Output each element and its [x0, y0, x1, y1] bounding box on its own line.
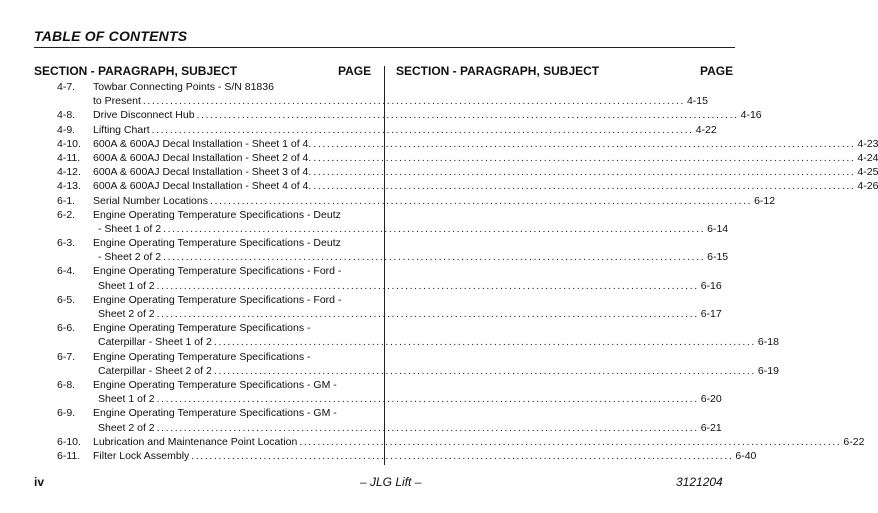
- toc-text: Engine Operating Temperature Specifications - Ford -: [93, 293, 342, 306]
- toc-line: [35, 108, 762, 122]
- toc-text: - Sheet 1 of 2: [98, 222, 162, 235]
- left-header-page: PAGE: [338, 64, 372, 78]
- toc-line: [35, 94, 708, 108]
- toc-text: Filter Lock Assembly: [93, 449, 190, 462]
- toc-text: 600A & 600AJ Decal Installation - Sheet 1 of 4.: [93, 137, 312, 150]
- toc-line: [35, 222, 729, 236]
- toc-text: Engine Operating Temperature Specifications - Ford -: [93, 265, 342, 278]
- toc-page: 6-14: [707, 222, 729, 235]
- toc-line: [35, 350, 375, 364]
- toc-page: 6-16: [700, 279, 722, 292]
- toc-text: Caterpillar - Sheet 1 of 2: [98, 336, 212, 349]
- dot-leader: ........................................................................................................................: [163, 251, 706, 264]
- toc-page: 6-18: [757, 336, 779, 349]
- toc-text: Sheet 1 of 2: [98, 393, 155, 406]
- toc-text: 600A & 600AJ Decal Installation - Sheet 4 of 4.: [93, 180, 312, 193]
- toc-page: 4-26: [857, 180, 878, 193]
- toc-line: [35, 165, 878, 179]
- toc-line: [35, 406, 375, 420]
- toc-text: Engine Operating Temperature Specifications - Deutz: [93, 237, 341, 250]
- toc-text: Lubrication and Maintenance Point Location: [93, 435, 298, 448]
- toc-text: - Sheet 2 of 2: [98, 251, 162, 264]
- toc-number: 6-1.: [57, 194, 76, 207]
- toc-number: 6-5.: [57, 293, 76, 306]
- toc-page: 4-22: [695, 123, 717, 136]
- dot-leader: ........................................................................................................................: [313, 166, 856, 179]
- toc-text: Serial Number Locations: [93, 194, 208, 207]
- toc-line: [35, 421, 722, 435]
- dot-leader: ........................................................................................................................: [209, 194, 753, 207]
- toc-number: 6-4.: [57, 265, 76, 278]
- dot-leader: ........................................................................................................................: [213, 364, 756, 377]
- toc-text: Sheet 2 of 2: [98, 308, 155, 320]
- toc-text: Drive Disconnect Hub: [93, 109, 195, 122]
- toc-number: 6-7.: [57, 350, 76, 363]
- toc-text: Engine Operating Temperature Specifications -: [93, 350, 311, 363]
- toc-page: 4-25: [857, 166, 878, 179]
- toc-line: [35, 378, 375, 392]
- toc-text: Sheet 1 of 2: [98, 279, 155, 292]
- toc-line: [35, 137, 878, 151]
- dot-leader: ........................................................................................................................: [151, 123, 694, 136]
- toc-line: [35, 123, 717, 137]
- toc-line: [35, 364, 779, 378]
- toc-page: 6-21: [700, 421, 722, 434]
- toc-page: 4-24: [857, 151, 878, 164]
- toc-text: Engine Operating Temperature Specifications - GM -: [93, 407, 337, 420]
- right-header-page: PAGE: [700, 64, 734, 78]
- toc-text: Sheet 2 of 2: [98, 421, 155, 434]
- toc-page: 6-20: [700, 393, 722, 406]
- toc-page: 4-16: [740, 109, 762, 122]
- footer-center: – JLG Lift –: [360, 475, 422, 489]
- page-title: TABLE OF CONTENTS: [34, 28, 188, 44]
- dot-leader: ........................................................................................................................: [299, 435, 842, 448]
- toc-number: 4-8.: [57, 109, 76, 122]
- dot-leader: ........................................................................................................................: [156, 421, 699, 434]
- toc-text: to Present: [93, 95, 141, 108]
- toc-number: 4-7.: [57, 81, 76, 93]
- toc-page: 6-22: [843, 435, 865, 448]
- dot-leader: ........................................................................................................................: [156, 279, 699, 292]
- title-rule: [34, 47, 735, 48]
- dot-leader: ........................................................................................................................: [313, 180, 856, 193]
- toc-line: [35, 250, 729, 264]
- toc-page: 6-19: [757, 364, 779, 377]
- toc-line: [35, 307, 722, 321]
- toc-number: 4-13.: [57, 180, 81, 193]
- toc-page: 4-23: [857, 137, 878, 150]
- toc-line: [35, 449, 757, 463]
- toc-number: 4-12.: [57, 166, 81, 179]
- toc-number: 4-9.: [57, 123, 76, 136]
- toc-line: [35, 435, 865, 449]
- toc-number: 6-2.: [57, 208, 76, 221]
- footer-doc-number: 3121204: [676, 475, 723, 489]
- toc-number: 6-11.: [57, 449, 81, 462]
- toc-line: [35, 264, 375, 278]
- dot-leader: ........................................................................................................................: [191, 449, 734, 462]
- dot-leader: ........................................................................................................................: [213, 336, 756, 349]
- dot-leader: ........................................................................................................................: [163, 222, 706, 235]
- toc-line: [35, 194, 776, 208]
- right-header-subject: SECTION - PARAGRAPH, SUBJECT: [396, 64, 600, 78]
- toc-text: Caterpillar - Sheet 2 of 2: [98, 364, 212, 377]
- toc-list: [35, 80, 878, 463]
- toc-text: Engine Operating Temperature Specifications - GM -: [93, 378, 337, 391]
- dot-leader: ........................................................................................................................: [313, 151, 856, 164]
- toc-number: 6-9.: [57, 407, 76, 420]
- toc-line: [35, 392, 722, 406]
- toc-line: [35, 236, 375, 250]
- toc-text: 600A & 600AJ Decal Installation - Sheet 2 of 4.: [93, 151, 312, 164]
- dot-leader: ........................................................................................................................: [313, 137, 856, 150]
- toc-number: 6-3.: [57, 237, 76, 250]
- toc-number: 4-10.: [57, 137, 81, 150]
- toc-page: 6-12: [754, 194, 776, 207]
- toc-text: Lifting Chart: [93, 123, 150, 136]
- toc-line: [35, 80, 375, 94]
- toc-line: [35, 208, 375, 222]
- toc-text: Towbar Connecting Points - S/N 81836: [93, 81, 274, 93]
- toc-line: [35, 335, 779, 349]
- left-header-subject: SECTION - PARAGRAPH, SUBJECT: [34, 64, 238, 78]
- toc-page: 4-15: [686, 95, 708, 108]
- dot-leader: ........................................................................................................................: [196, 109, 739, 122]
- footer-page-number: iv: [34, 475, 45, 489]
- toc-text: Engine Operating Temperature Specifications - Deutz: [93, 208, 341, 221]
- toc-number: 6-6.: [57, 322, 76, 335]
- toc-number: 6-10.: [57, 435, 81, 448]
- dot-leader: ........................................................................................................................: [142, 95, 685, 108]
- toc-line: [35, 293, 375, 307]
- toc-text: Engine Operating Temperature Specifications -: [93, 322, 311, 335]
- toc-line: [35, 279, 722, 293]
- toc-number: 4-11.: [57, 151, 81, 164]
- dot-leader: ........................................................................................................................: [156, 393, 699, 406]
- toc-page: 6-40: [735, 449, 757, 462]
- toc-page: 6-17: [700, 308, 722, 320]
- toc-text: 600A & 600AJ Decal Installation - Sheet 3 of 4.: [93, 166, 312, 179]
- toc-number: 6-8.: [57, 378, 76, 391]
- dot-leader: ........................................................................................................................: [156, 308, 699, 320]
- toc-line: [35, 151, 878, 165]
- toc-line: [35, 321, 375, 335]
- toc-page: 6-15: [707, 251, 729, 264]
- toc-line: [35, 179, 878, 193]
